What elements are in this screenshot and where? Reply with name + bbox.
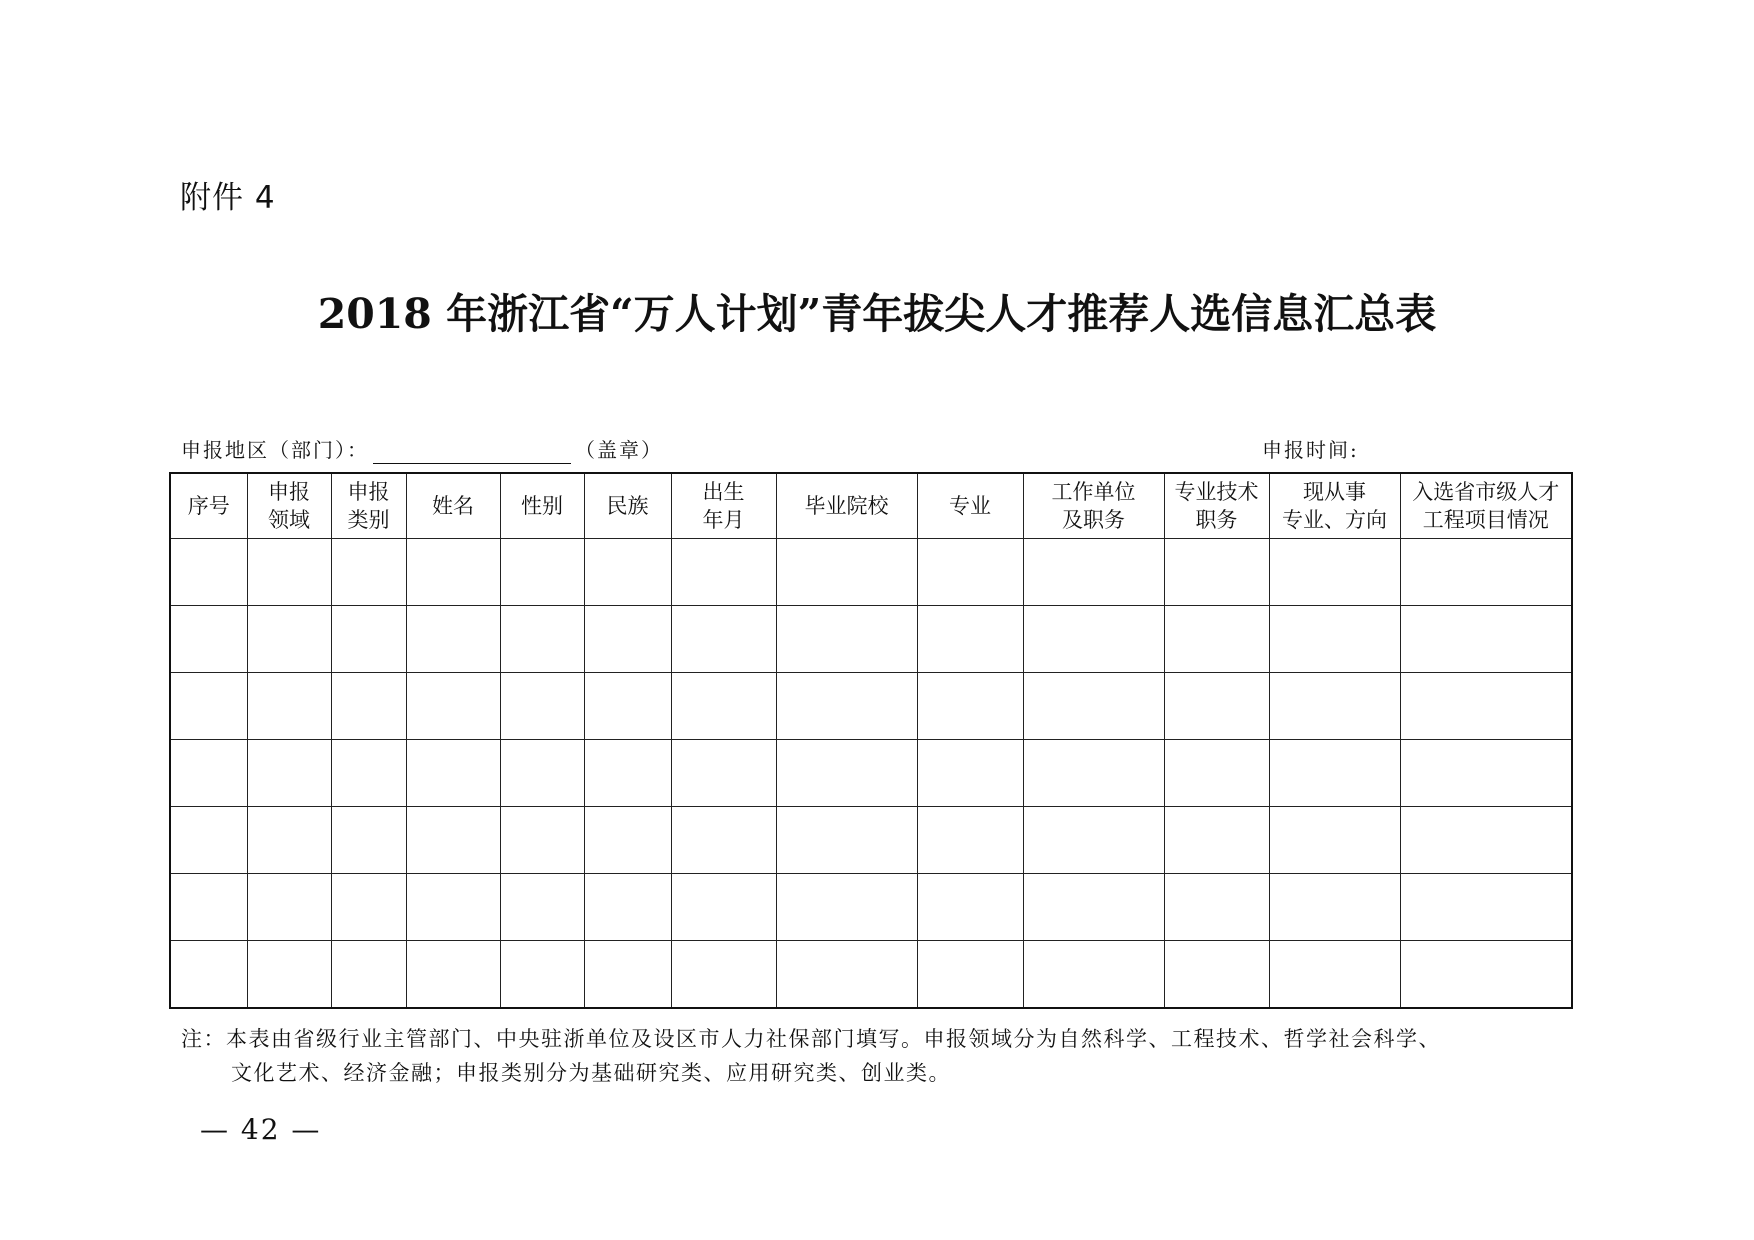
header-cell: 出生 年月	[671, 473, 776, 539]
table-cell[interactable]	[500, 740, 584, 807]
table-cell[interactable]	[1269, 673, 1400, 740]
header-cell: 民族	[584, 473, 671, 539]
page-number: — 42 —	[200, 1113, 322, 1146]
table-row	[170, 740, 1572, 807]
table-cell[interactable]	[406, 941, 500, 1009]
table-cell[interactable]	[917, 941, 1023, 1009]
table-cell[interactable]	[671, 807, 776, 874]
header-cell: 序号	[170, 473, 247, 539]
table-cell[interactable]	[406, 539, 500, 606]
table-cell[interactable]	[500, 874, 584, 941]
attachment-label: 附件 4	[180, 180, 276, 216]
table-cell[interactable]	[1400, 740, 1572, 807]
table-cell[interactable]	[1164, 673, 1269, 740]
table-cell[interactable]	[247, 673, 331, 740]
table-cell[interactable]	[500, 807, 584, 874]
header-cell: 工作单位 及职务	[1023, 473, 1164, 539]
header-cell: 申报 领域	[247, 473, 331, 539]
table-cell[interactable]	[247, 606, 331, 673]
table-cell[interactable]	[917, 606, 1023, 673]
table-row	[170, 673, 1572, 740]
table-cell[interactable]	[584, 606, 671, 673]
table-cell[interactable]	[776, 941, 917, 1009]
table-cell[interactable]	[776, 874, 917, 941]
table-row	[170, 606, 1572, 673]
table-cell[interactable]	[500, 606, 584, 673]
table-cell[interactable]	[1164, 740, 1269, 807]
table-cell[interactable]	[584, 807, 671, 874]
header-cell: 专业	[917, 473, 1023, 539]
table-cell[interactable]	[1269, 740, 1400, 807]
table-cell[interactable]	[671, 606, 776, 673]
table-cell[interactable]	[331, 606, 406, 673]
table-cell[interactable]	[1400, 673, 1572, 740]
table-cell[interactable]	[776, 673, 917, 740]
table-row	[170, 874, 1572, 941]
table-cell[interactable]	[776, 606, 917, 673]
table-cell[interactable]	[1269, 807, 1400, 874]
table-cell[interactable]	[500, 673, 584, 740]
table-cell[interactable]	[247, 874, 331, 941]
table-cell[interactable]	[331, 941, 406, 1009]
table-cell[interactable]	[917, 807, 1023, 874]
table-header-row	[170, 473, 1572, 539]
table-cell[interactable]	[671, 874, 776, 941]
table-cell[interactable]	[1400, 606, 1572, 673]
header-cell: 专业技术 职务	[1164, 473, 1269, 539]
table-row	[170, 941, 1572, 1009]
header-cell: 性别	[500, 473, 584, 539]
table-cell[interactable]	[1164, 539, 1269, 606]
table-cell[interactable]	[1023, 740, 1164, 807]
summary-table	[169, 472, 1573, 1009]
table-cell[interactable]	[917, 740, 1023, 807]
table-cell[interactable]	[1164, 941, 1269, 1009]
table-cell[interactable]	[1400, 539, 1572, 606]
header-cell: 毕业院校	[776, 473, 917, 539]
table-cell[interactable]	[1023, 673, 1164, 740]
header-cell: 申报 类别	[331, 473, 406, 539]
region-blank	[373, 441, 571, 464]
table-cell[interactable]	[331, 539, 406, 606]
table-cell[interactable]	[1023, 807, 1164, 874]
table-cell[interactable]	[406, 807, 500, 874]
seal-label: （盖章）	[575, 438, 663, 462]
table-cell[interactable]	[776, 740, 917, 807]
region-line	[181, 436, 663, 464]
table-cell[interactable]	[170, 606, 247, 673]
table-body	[170, 539, 1572, 1009]
header-cell: 入选省市级人才 工程项目情况	[1400, 473, 1572, 539]
table-cell[interactable]	[584, 740, 671, 807]
table-cell[interactable]	[1164, 807, 1269, 874]
table-cell[interactable]	[170, 941, 247, 1009]
table-cell[interactable]	[331, 874, 406, 941]
table-cell[interactable]	[917, 874, 1023, 941]
table-cell[interactable]	[170, 539, 247, 606]
table-cell[interactable]	[247, 807, 331, 874]
table-cell[interactable]	[584, 673, 671, 740]
table-cell[interactable]	[170, 807, 247, 874]
table-row	[170, 539, 1572, 606]
table-cell[interactable]	[500, 941, 584, 1009]
footnote-line-1: 注：本表由省级行业主管部门、中央驻浙单位及设区市人力社保部门填写。申报领域分为自然科学、工程技术、哲学社会科学、	[181, 1027, 1441, 1051]
table-cell[interactable]	[671, 941, 776, 1009]
table-cell[interactable]	[500, 539, 584, 606]
page-title: 2018 年浙江省“万人计划”青年拔尖人才推荐人选信息汇总表	[317, 290, 1437, 338]
table-cell[interactable]	[247, 941, 331, 1009]
footnote	[181, 1022, 1581, 1090]
table-cell[interactable]	[1269, 539, 1400, 606]
table-cell[interactable]	[331, 740, 406, 807]
table-cell[interactable]	[406, 874, 500, 941]
table-cell[interactable]	[1269, 606, 1400, 673]
table-cell[interactable]	[1023, 941, 1164, 1009]
table-cell[interactable]	[671, 740, 776, 807]
table-cell[interactable]	[671, 673, 776, 740]
time-label: 申报时间:	[1262, 438, 1359, 462]
table-cell[interactable]	[406, 740, 500, 807]
footnote-line-2: 文化艺术、经济金融；申报类别分为基础研究类、应用研究类、创业类。	[231, 1061, 951, 1085]
table-cell[interactable]	[1164, 606, 1269, 673]
table-cell[interactable]	[584, 941, 671, 1009]
table-cell[interactable]	[1023, 539, 1164, 606]
table-cell[interactable]	[1023, 874, 1164, 941]
region-label: 申报地区（部门）：	[181, 438, 369, 462]
table-cell[interactable]	[776, 539, 917, 606]
table-cell[interactable]	[406, 606, 500, 673]
table-row	[170, 807, 1572, 874]
table-cell[interactable]	[584, 539, 671, 606]
table-cell[interactable]	[170, 740, 247, 807]
table-cell[interactable]	[406, 673, 500, 740]
table-cell[interactable]	[1164, 874, 1269, 941]
table-cell[interactable]	[776, 807, 917, 874]
table-cell[interactable]	[331, 673, 406, 740]
header-cell: 姓名	[406, 473, 500, 539]
table-cell[interactable]	[917, 673, 1023, 740]
table-cell[interactable]	[170, 874, 247, 941]
table-cell[interactable]	[247, 740, 331, 807]
table-cell[interactable]	[170, 673, 247, 740]
table-cell[interactable]	[1023, 606, 1164, 673]
header-cell: 现从事 专业、方向	[1269, 473, 1400, 539]
table-cell[interactable]	[1400, 874, 1572, 941]
table-cell[interactable]	[1400, 941, 1572, 1009]
table-cell[interactable]	[331, 807, 406, 874]
table-cell[interactable]	[917, 539, 1023, 606]
table-cell[interactable]	[671, 539, 776, 606]
table-cell[interactable]	[1269, 941, 1400, 1009]
table-cell[interactable]	[247, 539, 331, 606]
table-cell[interactable]	[584, 874, 671, 941]
table-cell[interactable]	[1400, 807, 1572, 874]
table-cell[interactable]	[1269, 874, 1400, 941]
